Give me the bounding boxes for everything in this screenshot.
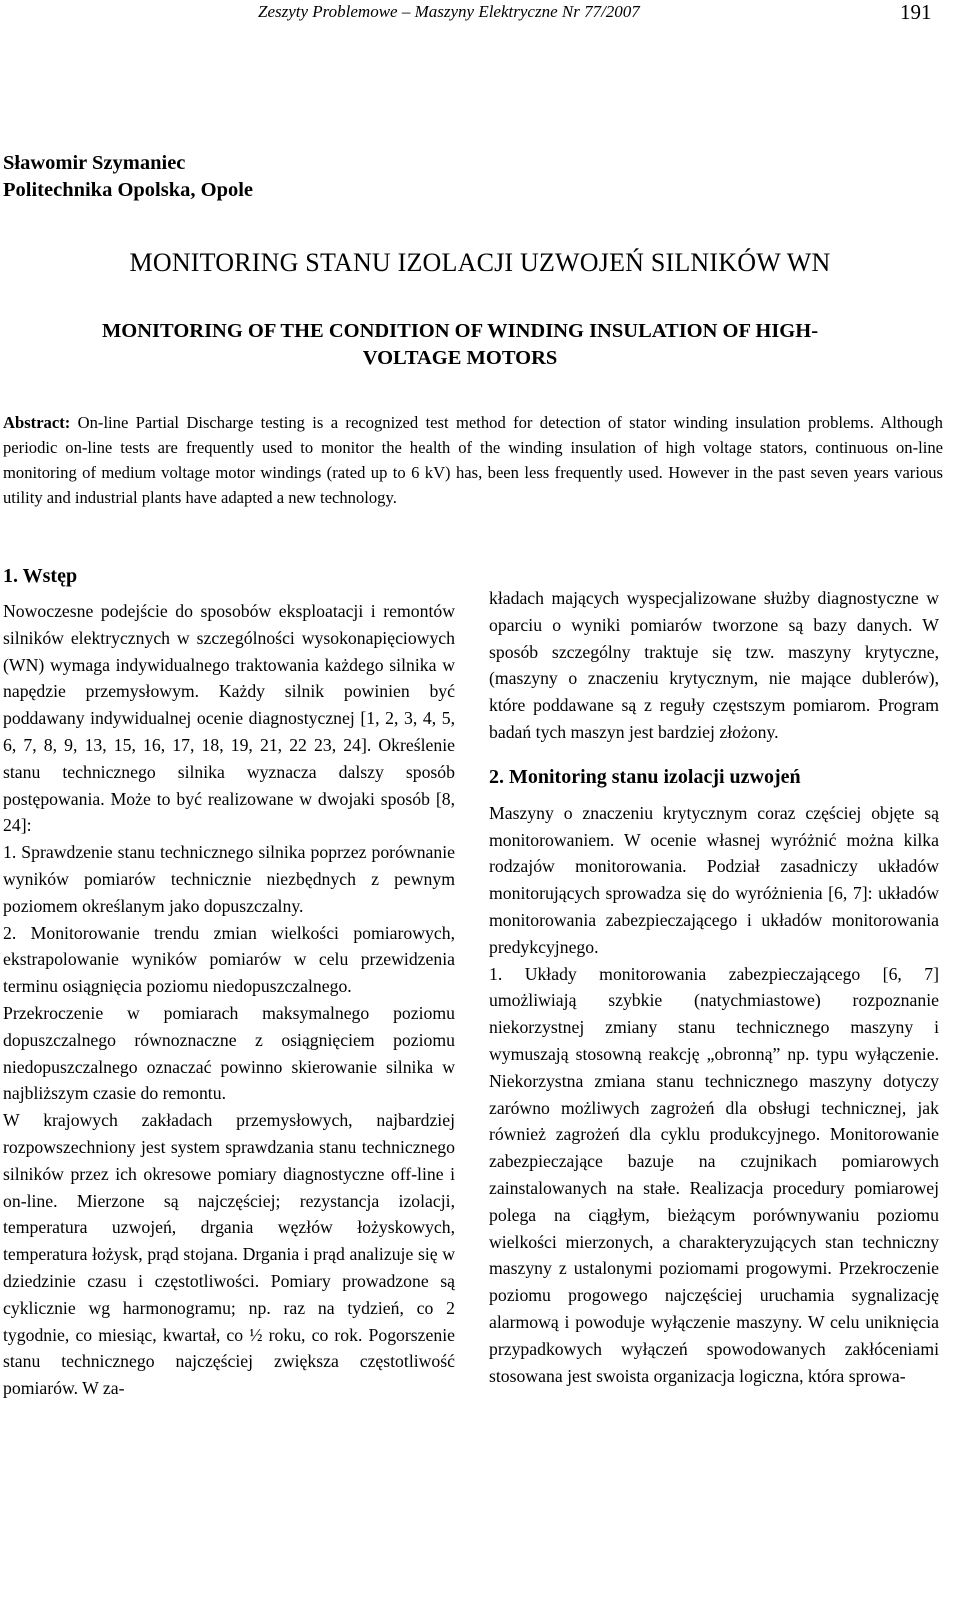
paragraph: Maszyny o znaczeniu krytycznym coraz częściej objęte są monitorowaniem. W ocenie własnej wyróżnić można kilka rodzajów monitorowania. Podział zasadniczy układów monitorujących sprowadza się do wyróżnienia [6, 7]: układów monitorowania zabezpieczającego i układów monitorowania predykcyjnego. — [489, 802, 939, 957]
author-name: Sławomir Szymaniec — [3, 152, 186, 174]
page-number: 191 — [900, 0, 932, 24]
abstract-text: On-line Partial Discharge testing is a recognized test method for detection of stator winding insulation problems. Although periodic on-line tests are frequently used to monitor the health of the winding insulation of high voltage stators, continuous on-line monitoring of medium voltage motor windings (rated up to 6 kV) has, been less frequently used. However in the past seven years various utility and industrial plants have adapted a new technology. — [3, 413, 943, 507]
paragraph: Nowoczesne podejście do sposobów eksploatacji i remontów silników elektrycznych w szczególności wysokonapięciowych (WN) wymaga indywidualnego traktowania każdego silnika w napędzie przemysłowym. Każdy silnik powinien być poddawany indywidualnej ocenie diagnostycznej [1, 2, 3, 4, 5, 6, 7, 8, 9, 13, 15, 16, 17, 18, 19, 21, 22 23, 24]. Określenie stanu technicznego silnika wyznacza dalszy sposób postępowania. Może to być realizowane w dwojaki sposób [8, 24]: — [3, 601, 455, 836]
author-block — [3, 150, 253, 204]
paragraph: Przekroczenie w pomiarach maksymalnego poziomu dopuszczalnego równoznaczne z osiągnięciem poziomu niedopuszczalnego oznaczać powinno skierowanie silnika w najbliższym czasie do remontu. — [3, 1002, 455, 1104]
paragraph: 1. Układy monitorowania zabezpieczającego [6, 7] umożliwiają szybkie (natychmiastowe) rozpoznanie niekorzystnej zmiany stanu technicznego maszyny i wymuszają stosowną reakcję „obronną” np. typu wyłączenie. Niekorzystna zmiana stanu technicznego maszyny dotyczy zarówno możliwych zagrożeń dla obsługi technicznej, jak również zagrożeń dla cyklu produkcyjnego. Monitorowanie zabezpieczające bazuje na czujnikach pomiarowych zainstalowanych na stałe. Realizacja procedury pomiarowej polega na ciągłym, bieżącym porównywaniu poziomu wielkości mierzonych, a charakteryzujących stan techniczny maszyny z ustalonymi poziomami progowymi. Przekroczenie poziomu progowego najczęściej uruchamia sygnalizację alarmową i powoduje wyłączenie maszyny. W celu uniknięcia przypadkowych wyłączeń spowodowanych zakłóceniami stosowana jest swoista organizacja logiczna, która sprowa- — [489, 963, 939, 1386]
title-english-line1: MONITORING OF THE CONDITION OF WINDING INSULATION OF HIGH- — [101, 320, 819, 342]
section-heading-introduction: 1. Wstęp — [3, 565, 78, 587]
paragraph: 2. Monitorowanie trendu zmian wielkości pomiarowych, ekstrapolowanie wyników pomiarów w celu przewidzenia terminu osiągnięcia poziomu niedopuszczalnego. — [3, 922, 455, 997]
paragraph: W krajowych zakładach przemysłowych, najbardziej rozpowszechniony jest system sprawdzania stanu technicznego silników przez ich okresowe pomiary diagnostyczne off-line i on-line. Mierzone są najczęściej; rezystancja izolacji, temperatura uzwojeń, drgania węzłów łożyskowych, temperatura łożysk, prąd stojana. Drgania i prąd analizuje się w dziedzinie czasu i częstotliwości. Pomiary prowadzone są cyklicznie wg harmonogramu; np. raz na tydzień, co 2 tygodnie, co miesiąc, kwartał, co ½ roku, co rok. Pogorszenie stanu technicznego najczęściej zwiększa częstotliwość pomiarów. W za- — [3, 1110, 455, 1399]
title-polish: MONITORING STANU IZOLACJI UZWOJEŃ SILNIKÓW WN — [129, 248, 831, 277]
left-column — [3, 563, 455, 1402]
paragraph: 1. Sprawdzenie stanu technicznego silnika poprzez porównanie wyników pomiarów technicznie niezbędnych z pewnym poziomem określanym jako dopuszczalny. — [3, 842, 455, 916]
title-english — [0, 318, 920, 372]
right-column — [489, 585, 939, 1389]
title-english-line2: VOLTAGE MOTORS — [362, 347, 558, 369]
author-affiliation: Politechnika Opolska, Opole — [3, 179, 254, 201]
abstract-label: Abstract: — [3, 413, 71, 432]
section-heading-monitoring: 2. Monitoring stanu izolacji uzwojeń — [489, 765, 801, 788]
journal-title: Zeszyty Problemowe – Maszyny Elektryczne Nr 77/2007 — [258, 2, 640, 21]
abstract — [3, 410, 943, 510]
paragraph-continuation: kładach mających wyspecjalizowane służby diagnostyczne w oparciu o wyniki pomiarów tworzone są bazy danych. W sposób szczególny traktuje się tzw. maszyny krytyczne, (maszyny o znaczeniu krytycznym, nie mające dublerów), które poddawane są z reguły częstszym pomiarom. Program badań tych maszyn jest bardziej złożony. — [489, 588, 939, 742]
running-header — [0, 0, 960, 30]
